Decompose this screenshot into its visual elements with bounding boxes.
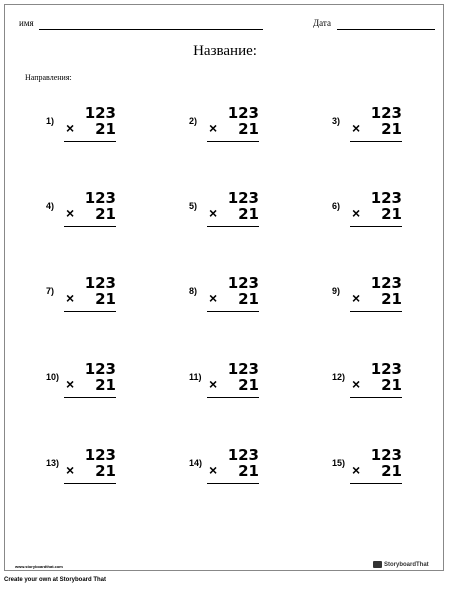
multiplicand: 123 — [370, 360, 402, 378]
multiplier: 21 — [381, 462, 402, 480]
problem-4 — [46, 189, 146, 238]
answer-line — [64, 397, 116, 398]
worksheet-title: Название: — [193, 43, 257, 59]
multiplicand: 123 — [370, 104, 402, 122]
answer-line — [64, 483, 116, 484]
problem-number: 6) — [332, 201, 341, 211]
storyboard-logo-icon — [373, 561, 382, 568]
problem-number: 14) — [189, 458, 203, 468]
problem-14 — [189, 446, 289, 495]
problem-10 — [46, 360, 146, 409]
multiply-sign: × — [352, 290, 361, 306]
date-line — [337, 29, 435, 30]
multiply-sign: × — [209, 120, 218, 136]
multiply-sign: × — [209, 290, 218, 306]
multiplier: 21 — [95, 290, 116, 308]
problem-1 — [46, 104, 146, 153]
brand-logo — [373, 561, 429, 568]
multiplier: 21 — [238, 290, 259, 308]
problem-number: 13) — [46, 458, 60, 468]
name-line — [39, 29, 263, 30]
problem-5 — [189, 189, 289, 238]
problem-number: 15) — [332, 458, 346, 468]
multiply-sign: × — [66, 290, 75, 306]
multiplicand: 123 — [84, 274, 116, 292]
answer-line — [207, 226, 259, 227]
problem-8 — [189, 274, 289, 323]
multiplicand: 123 — [84, 446, 116, 464]
footer-text: Create your own at Storyboard That — [4, 577, 107, 583]
answer-line — [207, 397, 259, 398]
multiplicand: 123 — [227, 189, 259, 207]
multiply-sign: × — [66, 120, 75, 136]
problem-2 — [189, 104, 289, 153]
answer-line — [350, 141, 402, 142]
multiply-sign: × — [352, 376, 361, 392]
multiply-sign: × — [66, 462, 75, 478]
problem-number: 3) — [332, 116, 341, 126]
multiplicand: 123 — [227, 104, 259, 122]
problem-13 — [46, 446, 146, 495]
multiply-sign: × — [66, 205, 75, 221]
multiplier: 21 — [238, 205, 259, 223]
multiplicand: 123 — [227, 446, 259, 464]
answer-line — [350, 226, 402, 227]
problem-number: 5) — [189, 201, 198, 211]
multiply-sign: × — [209, 462, 218, 478]
problem-number: 4) — [46, 201, 55, 211]
answer-line — [207, 483, 259, 484]
answer-line — [64, 141, 116, 142]
multiplicand: 123 — [370, 446, 402, 464]
worksheet-page — [4, 4, 444, 571]
answer-line — [64, 226, 116, 227]
problem-12 — [332, 360, 432, 409]
multiplier: 21 — [238, 376, 259, 394]
problem-number: 2) — [189, 116, 198, 126]
problem-number: 8) — [189, 286, 198, 296]
directions-label: Направления: — [25, 73, 72, 82]
multiplier: 21 — [381, 205, 402, 223]
multiplicand: 123 — [84, 360, 116, 378]
problem-number: 1) — [46, 116, 55, 126]
answer-line — [207, 141, 259, 142]
multiply-sign: × — [352, 462, 361, 478]
multiply-sign: × — [209, 376, 218, 392]
answer-line — [350, 311, 402, 312]
multiply-sign: × — [209, 205, 218, 221]
answer-line — [207, 311, 259, 312]
multiplier: 21 — [381, 290, 402, 308]
answer-line — [350, 483, 402, 484]
multiplicand: 123 — [370, 189, 402, 207]
multiplier: 21 — [381, 376, 402, 394]
multiplier: 21 — [381, 120, 402, 138]
problem-number: 10) — [46, 372, 60, 382]
problem-number: 11) — [189, 372, 202, 382]
problem-15 — [332, 446, 432, 495]
brand-name: StoryboardThat — [384, 561, 429, 568]
multiplier: 21 — [95, 376, 116, 394]
multiply-sign: × — [66, 376, 75, 392]
site-url: www.storyboardthat.com — [15, 564, 63, 569]
multiplicand: 123 — [84, 189, 116, 207]
multiplier: 21 — [238, 462, 259, 480]
problem-number: 9) — [332, 286, 341, 296]
problem-7 — [46, 274, 146, 323]
answer-line — [64, 311, 116, 312]
multiplicand: 123 — [227, 274, 259, 292]
date-label: Дата — [313, 18, 331, 28]
name-label: имя — [19, 18, 34, 28]
multiplicand: 123 — [227, 360, 259, 378]
problem-3 — [332, 104, 432, 153]
multiplier: 21 — [238, 120, 259, 138]
multiplier: 21 — [95, 120, 116, 138]
answer-line — [350, 397, 402, 398]
problem-11 — [189, 360, 289, 409]
problem-number: 12) — [332, 372, 346, 382]
problem-6 — [332, 189, 432, 238]
multiplicand: 123 — [370, 274, 402, 292]
multiplier: 21 — [95, 205, 116, 223]
multiply-sign: × — [352, 120, 361, 136]
problem-number: 7) — [46, 286, 55, 296]
multiplicand: 123 — [84, 104, 116, 122]
problem-9 — [332, 274, 432, 323]
multiplier: 21 — [95, 462, 116, 480]
multiply-sign: × — [352, 205, 361, 221]
